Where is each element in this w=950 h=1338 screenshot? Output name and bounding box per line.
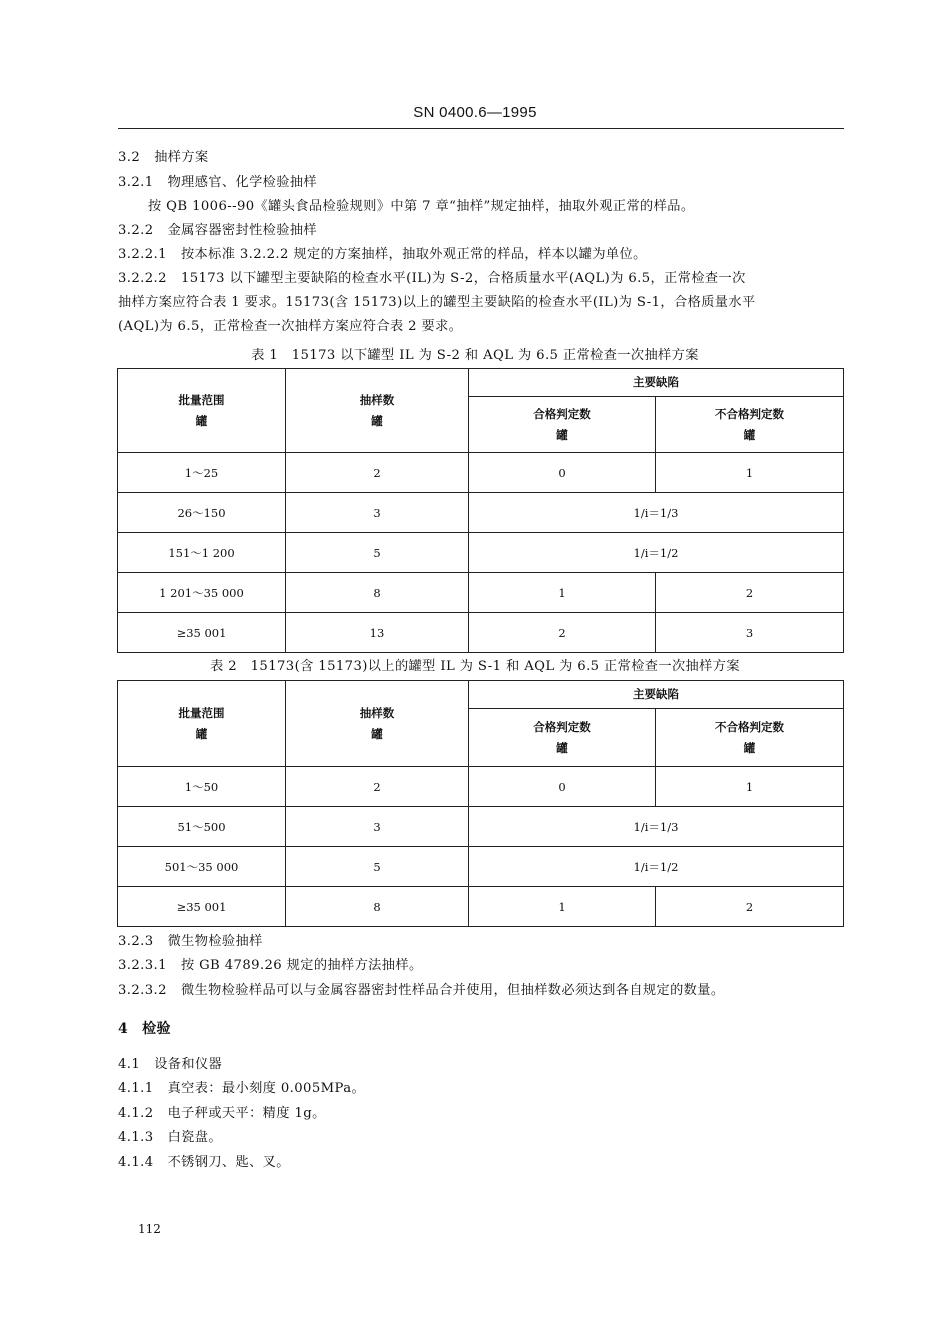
section-number: 4.1.3	[118, 1130, 154, 1145]
section-title: 设备和仪器	[154, 1057, 223, 1072]
header-accept: 合格判定数 罐	[469, 397, 656, 453]
section-3-2-2-1	[118, 246, 844, 264]
section-number: 4.1.4	[118, 1155, 154, 1170]
section-number: 3.2.2	[118, 223, 154, 238]
table-row: 151～1 200 5 1/i＝1/2	[118, 533, 844, 573]
section-4-1-4	[118, 1154, 844, 1172]
paragraph-text: 白瓷盘。	[167, 1130, 222, 1145]
table-2	[117, 680, 844, 927]
section-4-1-1	[118, 1080, 844, 1098]
section-number: 3.2	[118, 150, 141, 165]
table-row: 501～35 000 5 1/i＝1/2	[118, 847, 844, 887]
section-number: 4.1.1	[118, 1081, 154, 1096]
section-3-2-3	[118, 933, 844, 951]
section-4-1	[118, 1056, 844, 1074]
paragraph-text: 微生物检验样品可以与金属容器密封性样品合并使用，但抽样数必须达到各自规定的数量。	[180, 983, 725, 998]
section-3-2	[118, 149, 844, 167]
paragraph-text: 真空表：最小刻度 0.005MPa。	[167, 1081, 366, 1096]
paragraph-text: 按 GB 4789.26 规定的抽样方法抽样。	[180, 958, 423, 973]
paragraph-line: 15173 以下罐型主要缺陷的检查水平(IL)为 S-2，合格质量水平(AQL)为 6.5，正常检查一次	[180, 271, 746, 286]
section-number: 4.1	[118, 1057, 141, 1072]
paragraph-line: (AQL)为 6.5，正常检查一次抽样方案应符合表 2 要求。	[118, 319, 463, 334]
table-2-caption: 表 2 15173(含 15173)以上的罐型 IL 为 S-1 和 AQL 为 6.5 正常检查一次抽样方案	[210, 659, 740, 674]
table-1	[117, 368, 844, 653]
table-row: 26～150 3 1/i＝1/3	[118, 493, 844, 533]
section-number: 3.2.3.2	[118, 983, 167, 998]
section-number: 3.2.2.2	[118, 271, 167, 286]
section-3-2-1	[118, 174, 844, 192]
header-major-defects: 主要缺陷	[469, 681, 844, 709]
section-4	[118, 1020, 844, 1038]
header-batch-range: 批量范围 罐	[118, 681, 286, 767]
table-row: 1～25 2 0 1	[118, 453, 844, 493]
paragraph-text: 按本标准 3.2.2.2 规定的方案抽样，抽取外观正常的样品，样本以罐为单位。	[180, 247, 647, 262]
section-number: 4	[118, 1021, 129, 1037]
section-title: 物理感官、化学检验抽样	[167, 175, 318, 190]
section-number: 3.2.3	[118, 934, 154, 949]
section-title: 抽样方案	[154, 150, 209, 165]
section-4-1-3	[118, 1129, 844, 1147]
section-4-1-2	[118, 1105, 844, 1123]
header-batch-range: 批量范围 罐	[118, 369, 286, 453]
section-number: 4.1.2	[118, 1106, 154, 1121]
header-sample-size: 抽样数 罐	[286, 681, 469, 767]
table-row: 1～50 2 0 1	[118, 767, 844, 807]
section-number: 3.2.3.1	[118, 958, 167, 973]
table-row: 51～500 3 1/i＝1/3	[118, 807, 844, 847]
header-reject: 不合格判定数 罐	[656, 709, 844, 767]
section-3-2-3-2	[118, 982, 844, 1000]
header-reject: 不合格判定数 罐	[656, 397, 844, 453]
section-number: 3.2.1	[118, 175, 154, 190]
header-rule	[118, 128, 844, 129]
paragraph-line: 抽样方案应符合表 1 要求。15173(含 15173)以上的罐型主要缺陷的检查水平(IL)为 S-1，合格质量水平	[118, 295, 756, 310]
paragraph-text: 不锈钢刀、匙、叉。	[167, 1155, 290, 1170]
page-number: 112	[138, 1222, 161, 1236]
header-sample-size: 抽样数 罐	[286, 369, 469, 453]
section-title: 微生物检验抽样	[167, 934, 263, 949]
section-3-2-2	[118, 222, 844, 240]
header-major-defects: 主要缺陷	[469, 369, 844, 397]
table-1-caption: 表 1 15173 以下罐型 IL 为 S-2 和 AQL 为 6.5 正常检查一次抽样方案	[251, 348, 699, 363]
header-accept: 合格判定数 罐	[469, 709, 656, 767]
section-3-2-2-2	[118, 270, 844, 288]
section-title: 检验	[142, 1021, 171, 1037]
table-row: ≥35 001 13 2 3	[118, 613, 844, 653]
table-row: ≥35 001 8 1 2	[118, 887, 844, 927]
table-row: 1 201～35 000 8 1 2	[118, 573, 844, 613]
document-code: SN 0400.6—1995	[413, 104, 537, 121]
section-title: 金属容器密封性检验抽样	[167, 223, 318, 238]
paragraph-text: 电子秤或天平：精度 1g。	[167, 1106, 326, 1121]
section-3-2-3-1	[118, 957, 844, 975]
section-number: 3.2.2.1	[118, 247, 167, 262]
paragraph-3-2-1: 按 QB 1006--90《罐头食品检验规则》中第 7 章“抽样”规定抽样，抽取外观正常的样品。	[148, 199, 695, 214]
